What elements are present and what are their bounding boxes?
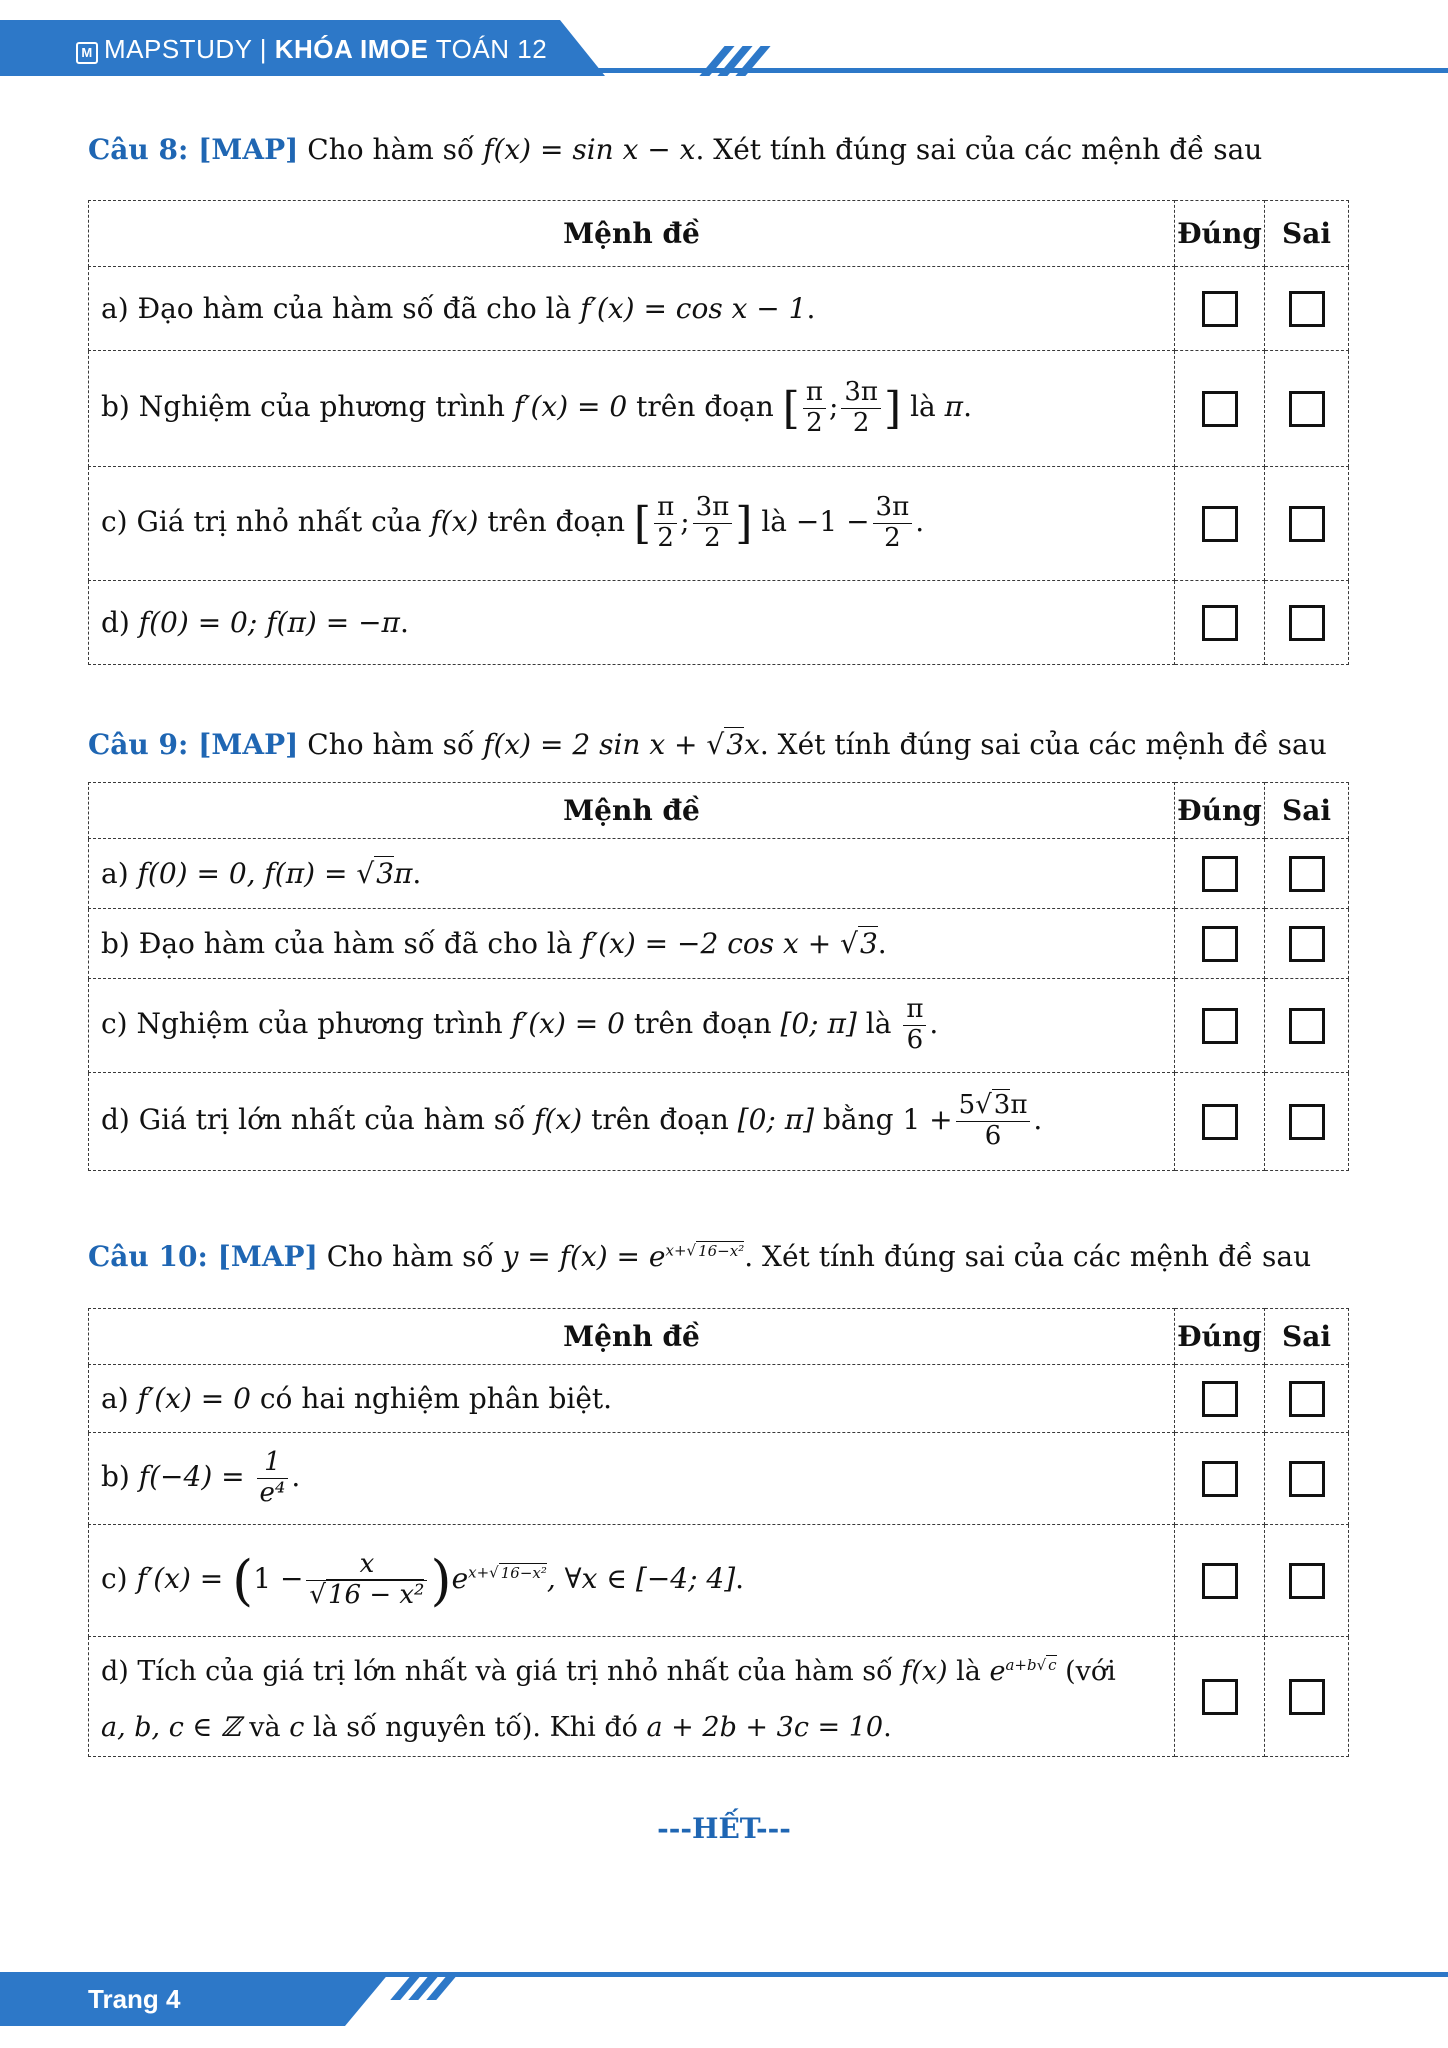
period: . [929, 1007, 939, 1040]
true-checkbox[interactable] [1202, 926, 1238, 962]
true-checkbox[interactable] [1202, 1104, 1238, 1140]
statement-a [89, 1365, 1175, 1433]
table-row [89, 1637, 1349, 1757]
statement-text: d) Giá trị lớn nhất của hàm số [101, 1103, 526, 1136]
title-suffix: . Xét tính đúng sai của các mệnh đề sau [759, 728, 1327, 761]
question-8-title [88, 133, 1262, 166]
statement-text: trên đoạn [636, 390, 774, 423]
course-name: KHÓA IMOE [274, 34, 429, 64]
table-row [89, 351, 1349, 467]
title-suffix: . Xét tính đúng sai của các mệnh đề sau [695, 133, 1263, 166]
true-checkbox[interactable] [1202, 291, 1238, 327]
false-checkbox[interactable] [1289, 1679, 1325, 1715]
interval: [0; π] [780, 1007, 857, 1040]
true-cell [1175, 979, 1265, 1073]
period: . [963, 390, 972, 423]
fraction: $\frac{\pi}{2}$ [654, 493, 677, 554]
true-cell [1175, 839, 1265, 909]
period: . [412, 857, 422, 890]
header-true: Đúng [1175, 783, 1265, 839]
table-row [89, 909, 1349, 979]
statement-d [89, 1073, 1175, 1171]
interval: [0; π] [737, 1103, 815, 1136]
bracket: ] [735, 498, 753, 549]
title-suffix: . Xét tính đúng sai của các mệnh đề sau [744, 1240, 1312, 1273]
table-row [89, 1525, 1349, 1637]
statement-text: trên đoạn [633, 1007, 772, 1040]
false-cell [1265, 1433, 1349, 1525]
true-checkbox[interactable] [1202, 1461, 1238, 1497]
statement-d [89, 1637, 1175, 1757]
fraction: $\frac{1}{\text{e⁴}}$ [257, 1448, 289, 1509]
statement-text: c) Giá trị nhỏ nhất của [101, 505, 422, 538]
question-tag: Câu 8: [MAP] [88, 133, 299, 166]
true-cell [1175, 581, 1265, 665]
header-true: Đúng [1175, 1309, 1265, 1365]
true-cell [1175, 1525, 1265, 1637]
statement-text: d) [101, 606, 130, 639]
math-expression: f′(x) = 0 [513, 390, 628, 423]
bracket: [ [782, 383, 800, 434]
title-text: Cho hàm số [326, 1240, 494, 1273]
math-expression: , ∀x ∈ [−4; 4] [546, 1562, 736, 1595]
false-cell [1265, 839, 1349, 909]
period: . [735, 1562, 745, 1595]
false-cell [1265, 1365, 1349, 1433]
separator: ; [680, 505, 690, 538]
true-cell [1175, 1073, 1265, 1171]
false-cell [1265, 909, 1349, 979]
statement-text: b) [101, 1460, 130, 1493]
math-expression: f(x) [430, 505, 479, 538]
statement-line: d) Tích của giá trị lớn nhất và giá trị nhỏ nhất của hàm số f(x) là $e^{a+b√ c}$ (với [101, 1656, 1116, 1687]
period: . [291, 1460, 301, 1493]
statement-line: a, b, c ∈ ℤ và c là số nguyên tố). Khi đó a + 2b + 3c = 10. [101, 1712, 892, 1743]
statement-c [89, 467, 1175, 581]
true-checkbox[interactable] [1202, 1381, 1238, 1417]
table-header-row [89, 1309, 1349, 1365]
period: . [915, 505, 925, 538]
false-cell [1265, 581, 1349, 665]
header-rule [560, 68, 1448, 73]
math-expression: π [944, 390, 964, 423]
statement-d [89, 581, 1175, 665]
subject-name: TOÁN 12 [435, 34, 548, 64]
period: . [1033, 1103, 1043, 1136]
table-row [89, 839, 1349, 909]
math-expression: f′(x) = cos x − 1 [580, 292, 807, 325]
statement-text: có hai nghiệm phân biệt. [259, 1382, 613, 1415]
function-expression: $y = f(x) = e^{x+√ 16-x^2}$ [502, 1240, 745, 1273]
table-header-row [89, 201, 1349, 267]
statement-text: a) [101, 1382, 129, 1415]
false-checkbox[interactable] [1289, 856, 1325, 892]
math-expression: f(0) = 0; f(π) = −π [138, 606, 400, 639]
header-separator: | [259, 34, 267, 64]
header-statement: Mệnh đề [89, 201, 1175, 267]
math-expression: f(−4) = [138, 1460, 245, 1493]
header-false: Sai [1265, 201, 1349, 267]
statement-text: b) Nghiệm của phương trình [101, 390, 505, 423]
false-checkbox[interactable] [1289, 1008, 1325, 1044]
table-row [89, 1365, 1349, 1433]
math-expression: 1 + [902, 1103, 953, 1136]
math-expression: f′(x) = 0 [137, 1382, 251, 1415]
fraction: $\frac{\pi}{6}$ [903, 995, 926, 1056]
fraction: $\frac{\pi}{2}$ [803, 378, 826, 439]
question-9-title [88, 728, 1327, 761]
true-checkbox[interactable] [1202, 1563, 1238, 1599]
statement-text: trên đoạn [591, 1103, 729, 1136]
table-row [89, 1073, 1349, 1171]
math-expression: f(x) [534, 1103, 583, 1136]
statement-c: c) f′(x) = (1 − $\frac{x}{\text{√16 − x²}}$ )$e^{x+√ 16-x^2}$, ∀x ∈ [−4; 4]. [89, 1525, 1175, 1637]
header-false: Sai [1265, 1309, 1349, 1365]
paren: ) [430, 1549, 452, 1612]
statement-b [89, 909, 1175, 979]
true-checkbox[interactable] [1202, 856, 1238, 892]
statement-text: là [761, 505, 787, 538]
question-tag: Câu 9: [MAP] [88, 728, 299, 761]
bracket: [ [633, 498, 652, 549]
function-expression: f(x) = 2 sin x + √3x [483, 728, 760, 761]
statement-text: trên đoạn [487, 505, 626, 538]
false-checkbox[interactable] [1289, 506, 1325, 542]
fraction: $\frac{3\pi}{2}$ [873, 493, 913, 554]
bracket: ] [884, 383, 902, 434]
math-expression: f′(x) = [136, 1562, 224, 1595]
question-tag: Câu 10: [MAP] [88, 1240, 318, 1273]
paren: ( [232, 1549, 254, 1612]
false-checkbox[interactable] [1289, 1104, 1325, 1140]
question-8-table [88, 200, 1349, 665]
false-checkbox[interactable] [1289, 291, 1325, 327]
fraction: $\frac{3\pi}{2}$ [693, 493, 733, 554]
true-cell [1175, 909, 1265, 979]
page-number: Trang 4 [88, 1984, 181, 2014]
math-expression: f′(x) = 0 [511, 1007, 625, 1040]
false-checkbox[interactable] [1289, 391, 1325, 427]
math-expression: −1 − [795, 505, 870, 538]
header-false: Sai [1265, 783, 1349, 839]
false-checkbox[interactable] [1289, 1461, 1325, 1497]
question-9-table [88, 782, 1349, 1171]
true-cell [1175, 1637, 1265, 1757]
fraction: $\frac{3\pi}{2}$ [841, 378, 881, 439]
statement-b [89, 1433, 1175, 1525]
separator: ; [828, 390, 839, 423]
true-cell [1175, 351, 1265, 467]
false-checkbox[interactable] [1289, 1381, 1325, 1417]
header-title [76, 34, 547, 65]
statement-text: a) [101, 857, 129, 890]
statement-text: c) Nghiệm của phương trình [101, 1007, 503, 1040]
statement-text: a) Đạo hàm của hàm số đã cho là [101, 292, 572, 325]
fraction: $\frac{x}{\text{√16 − x²}}$ [306, 1550, 427, 1611]
true-cell [1175, 1365, 1265, 1433]
period: . [877, 927, 887, 960]
end-mark: ---HẾT--- [657, 1812, 791, 1845]
table-row [89, 581, 1349, 665]
table-row [89, 267, 1349, 351]
false-cell [1265, 979, 1349, 1073]
statement-text: bằng [822, 1103, 894, 1136]
false-checkbox[interactable] [1289, 1563, 1325, 1599]
brand-name: MAPSTUDY [104, 34, 252, 64]
table-row [89, 979, 1349, 1073]
false-cell [1265, 467, 1349, 581]
false-cell [1265, 1073, 1349, 1171]
table-row [89, 467, 1349, 581]
math-expression: e [451, 1562, 469, 1595]
statement-text: b) Đạo hàm của hàm số đã cho là [101, 927, 573, 960]
title-text: Cho hàm số [307, 133, 475, 166]
statement-b [89, 351, 1175, 467]
mapstudy-logo-icon: M [76, 42, 98, 64]
false-checkbox[interactable] [1289, 605, 1325, 641]
statement-c [89, 979, 1175, 1073]
true-cell [1175, 467, 1265, 581]
true-checkbox[interactable] [1202, 1008, 1238, 1044]
fraction: $\frac{5√3\pi}{6}$ [956, 1091, 1031, 1152]
true-checkbox[interactable] [1202, 605, 1238, 641]
true-cell [1175, 267, 1265, 351]
false-cell [1265, 1525, 1349, 1637]
math-expression: f(0) = 0, f(π) = √3π [137, 857, 413, 890]
statement-text: là [865, 1007, 892, 1040]
false-cell [1265, 1637, 1349, 1757]
question-10-title [88, 1240, 1311, 1273]
false-checkbox[interactable] [1289, 926, 1325, 962]
table-row [89, 1433, 1349, 1525]
statement-a [89, 839, 1175, 909]
statement-text: là [910, 390, 936, 423]
true-checkbox[interactable] [1202, 391, 1238, 427]
header-statement: Mệnh đề [89, 1309, 1175, 1365]
math-expression: 1 − [253, 1562, 304, 1595]
title-text: Cho hàm số [307, 728, 475, 761]
math-expression: f′(x) = −2 cos x + √3 [581, 927, 878, 960]
page-header [0, 20, 1448, 76]
header-true: Đúng [1175, 201, 1265, 267]
function-expression: f(x) = sin x − x [483, 133, 696, 166]
true-cell [1175, 1433, 1265, 1525]
true-checkbox[interactable] [1202, 1679, 1238, 1715]
false-cell [1265, 351, 1349, 467]
statement-a [89, 267, 1175, 351]
question-10-table [88, 1308, 1349, 1757]
header-statement: Mệnh đề [89, 783, 1175, 839]
period: . [806, 292, 816, 325]
table-header-row [89, 783, 1349, 839]
period: . [399, 606, 409, 639]
footer-band [0, 1972, 390, 2026]
false-cell [1265, 267, 1349, 351]
true-checkbox[interactable] [1202, 506, 1238, 542]
statement-text: c) [101, 1562, 128, 1595]
